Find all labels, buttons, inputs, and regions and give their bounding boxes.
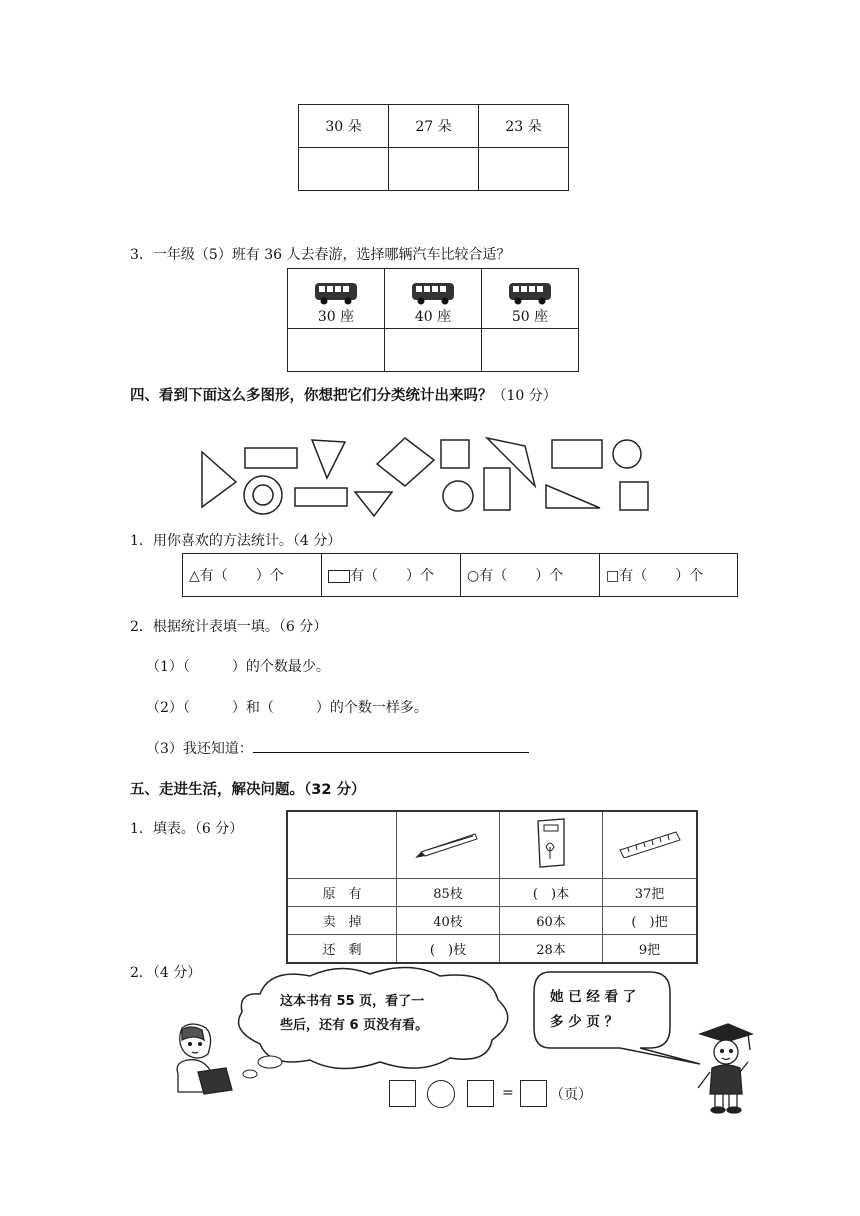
ruler-cell — [603, 811, 698, 879]
equation-result-box[interactable] — [520, 1080, 547, 1107]
flowers-header-2: 27 朵 — [389, 105, 479, 148]
bus-cell-3 — [482, 269, 579, 329]
equation-box-2[interactable] — [467, 1080, 494, 1107]
triangle-shape — [546, 485, 600, 508]
girl-bubble-line-1: 这本书有 55 页，看了一 — [280, 994, 425, 1009]
section4-title: 四、看到下面这么多图形，你想把它们分类统计出来吗？ — [130, 388, 493, 404]
rectangle-shape — [245, 448, 297, 468]
row-label-2: 卖 掉 — [287, 907, 397, 935]
corner-cell — [287, 811, 397, 879]
equation-operator-circle[interactable] — [427, 1080, 455, 1108]
q2-item-2: （2）（ ）和（ ）的个数一样多。 — [146, 700, 428, 716]
q2-item-3-label: （3）我还知道： — [146, 741, 253, 757]
triangle-shape — [355, 492, 392, 516]
row-cell: 9把 — [603, 935, 698, 964]
bus-icon — [410, 280, 456, 306]
count-cell-rectangle[interactable] — [322, 554, 461, 597]
flowers-answer-1[interactable] — [299, 148, 389, 191]
triangle-shape — [487, 438, 535, 486]
section5-q1: 1．填表。（6 分） — [130, 821, 244, 837]
circle-shape — [613, 440, 641, 468]
row-label-1: 原 有 — [287, 879, 397, 907]
count-text: 有（ ）个 — [619, 568, 704, 584]
section4-heading — [130, 384, 557, 405]
bus-seats-1: 30 座 — [317, 309, 355, 325]
flowers-header-3: 23 朵 — [479, 105, 569, 148]
count-table — [182, 553, 738, 597]
shapes-figure — [190, 430, 660, 522]
count-cell-triangle[interactable] — [183, 554, 322, 597]
triangle-shape — [202, 452, 236, 507]
flowers-answer-2[interactable] — [389, 148, 479, 191]
circle-icon: ○ — [467, 568, 480, 584]
flowers-header-1: 30 朵 — [299, 105, 389, 148]
q2-item-1: （1）（ ）的个数最少。 — [146, 659, 330, 675]
flowers-answer-3[interactable] — [479, 148, 569, 191]
section4-points: （10 分） — [492, 388, 557, 404]
rectangle-shape — [295, 488, 347, 506]
equation-box-1[interactable] — [389, 1080, 416, 1107]
circle-shape — [253, 485, 273, 505]
bus-icon — [313, 280, 359, 306]
ruler-icon — [618, 828, 682, 858]
count-text: 有（ ）个 — [350, 568, 434, 584]
row-cell: 40枝 — [397, 907, 500, 935]
count-cell-circle[interactable] — [461, 554, 600, 597]
q2-item-3 — [146, 738, 529, 758]
row-cell[interactable]: ( )枝 — [397, 935, 500, 964]
section4-q1: 1．用你喜欢的方法统计。（4 分） — [130, 533, 342, 549]
pencil-icon — [413, 828, 483, 858]
stationery-table — [286, 810, 698, 964]
boy-graduate-illustration — [688, 1020, 760, 1116]
section4-q2: 2．根据统计表填一填。（6 分） — [130, 619, 328, 635]
row-cell: 85枝 — [397, 879, 500, 907]
girl-bubble-line-2: 些后，还有 6 页没有看。 — [280, 1018, 429, 1033]
square-shape — [620, 482, 648, 510]
girl-reading-illustration — [168, 1022, 240, 1100]
circle-shape — [443, 481, 473, 511]
row-label-3: 还 剩 — [287, 935, 397, 964]
section5-title: 五、走进生活，解决问题。（32 分） — [130, 782, 366, 798]
count-text: 有（ ）个 — [199, 568, 284, 584]
pencil-cell — [397, 811, 500, 879]
answer-line[interactable] — [253, 752, 529, 753]
bus-answer-2[interactable] — [385, 329, 482, 372]
count-cell-square[interactable] — [600, 554, 738, 597]
circle-shape — [244, 476, 282, 514]
triangle-shape — [312, 440, 345, 478]
bus-cell-2 — [385, 269, 482, 329]
bus-seats-2: 40 座 — [414, 309, 452, 325]
row-cell: 60本 — [500, 907, 603, 935]
bus-cell-1 — [288, 269, 385, 329]
book-cell — [500, 811, 603, 879]
row-cell: 28本 — [500, 935, 603, 964]
bus-icon — [507, 280, 553, 306]
square-shape — [441, 440, 469, 468]
book-icon — [534, 817, 568, 869]
row-cell: 37把 — [603, 879, 698, 907]
count-text: 有（ ）个 — [479, 568, 564, 584]
row-cell[interactable]: ( )本 — [500, 879, 603, 907]
equals-sign: = — [502, 1085, 514, 1101]
bus-seats-3: 50 座 — [511, 309, 549, 325]
section5-q2: 2．（4 分） — [130, 965, 202, 981]
bus-table — [287, 268, 579, 372]
boy-bubble-line-2: 多 少 页 ？ — [550, 1014, 619, 1030]
q3-text: 3．一年级（5）班有 36 人去春游，选择哪辆汽车比较合适？ — [130, 247, 511, 263]
bus-answer-1[interactable] — [288, 329, 385, 372]
rectangle-shape — [484, 468, 510, 510]
triangle-icon: △ — [189, 568, 200, 584]
square-icon: □ — [606, 568, 620, 584]
rectangle-shape — [552, 440, 602, 468]
boy-bubble-line-1: 她 已 经 看 了 — [550, 989, 637, 1005]
row-cell[interactable]: ( )把 — [603, 907, 698, 935]
bus-answer-3[interactable] — [482, 329, 579, 372]
rectangle-icon — [328, 570, 350, 583]
flowers-table — [298, 104, 569, 191]
equation-unit: （页） — [550, 1087, 592, 1103]
rectangle-shape — [377, 438, 434, 486]
